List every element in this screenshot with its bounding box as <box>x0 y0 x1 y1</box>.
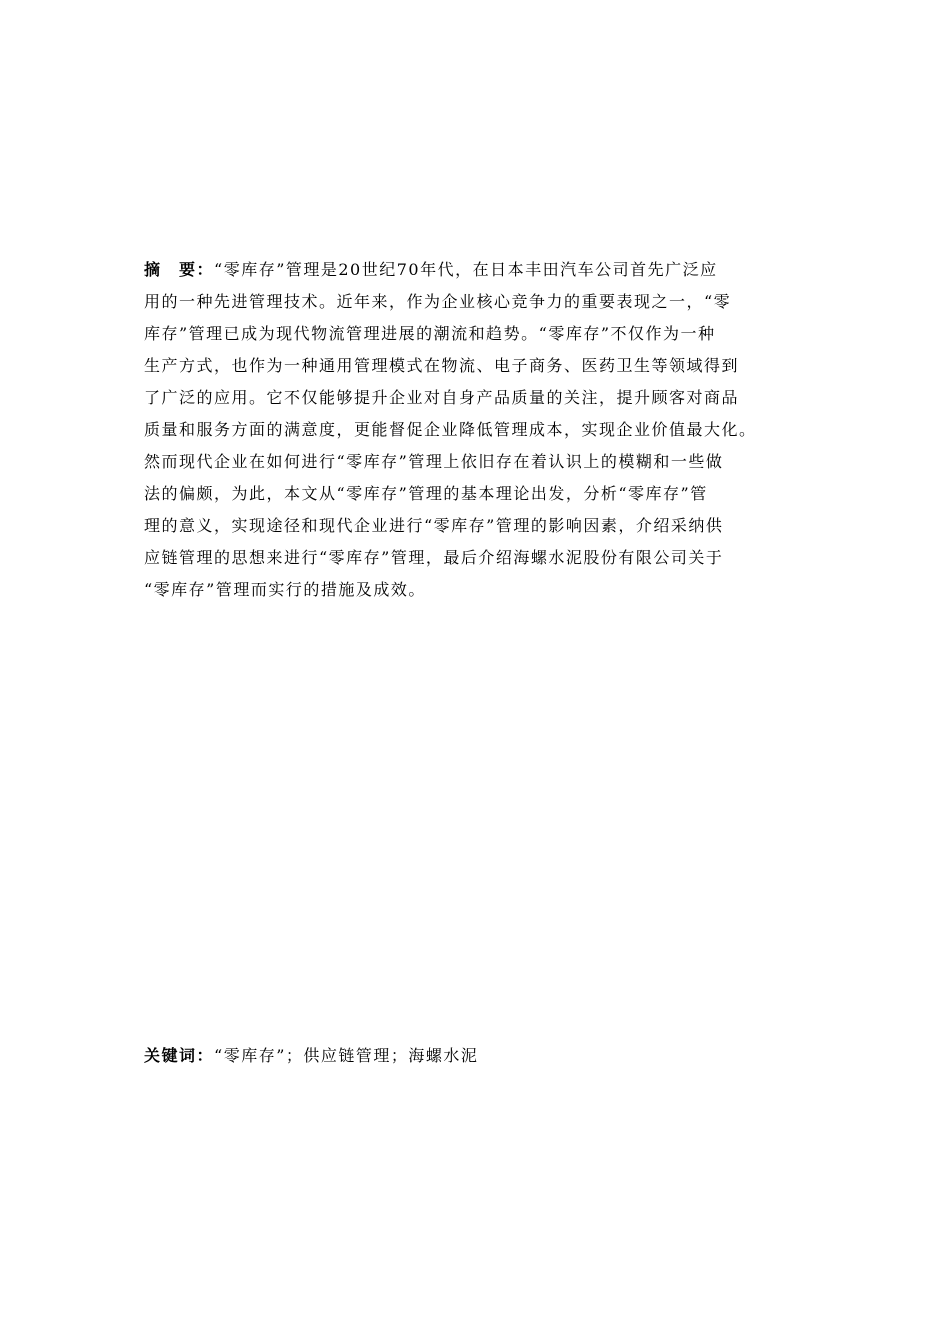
abstract-line: “零库存”管理而实行的措施及成效。 <box>144 580 426 599</box>
abstract-text: “零库存”管理是20世纪70年代，在日本丰田汽车公司首先广泛应 <box>214 260 718 279</box>
abstract-line: 库存”管理已成为现代物流管理进展的潮流和趋势。“零库存”不仅作为一种 <box>144 324 716 343</box>
abstract-line: 用的一种先进管理技术。近年来，作为企业核心竞争力的重要表现之一，“零 <box>144 292 732 311</box>
abstract-label: 摘 要： <box>144 260 215 279</box>
abstract-line: 生产方式，也作为一种通用管理模式在物流、电子商务、医药卫生等领域得到 <box>144 356 740 375</box>
abstract-line: 然而现代企业在如何进行“零库存”管理上依旧存在着认识上的模糊和一些做 <box>144 452 724 471</box>
abstract-line: 理的意义，实现途径和现代企业进行“零库存”管理的影响因素，介绍采纳供 <box>144 516 724 535</box>
keywords-label: 关键词： <box>144 1046 215 1065</box>
abstract-line <box>144 254 814 286</box>
abstract-line: 法的偏颇，为此，本文从“零库存”管理的基本理论出发，分析“零库存”管 <box>144 484 708 503</box>
abstract-line: 质量和服务方面的满意度，更能督促企业降低管理成本，实现企业价值最大化。 <box>144 420 757 439</box>
abstract-section <box>144 254 814 606</box>
abstract-line: 应链管理的思想来进行“零库存”管理，最后介绍海螺水泥股份有限公司关于 <box>144 548 724 567</box>
keywords-text: “零库存”；供应链管理；海螺水泥 <box>214 1046 479 1065</box>
keywords-section <box>144 1040 478 1072</box>
abstract-line: 了广泛的应用。它不仅能够提升企业对自身产品质量的关注，提升顾客对商品 <box>144 388 740 407</box>
